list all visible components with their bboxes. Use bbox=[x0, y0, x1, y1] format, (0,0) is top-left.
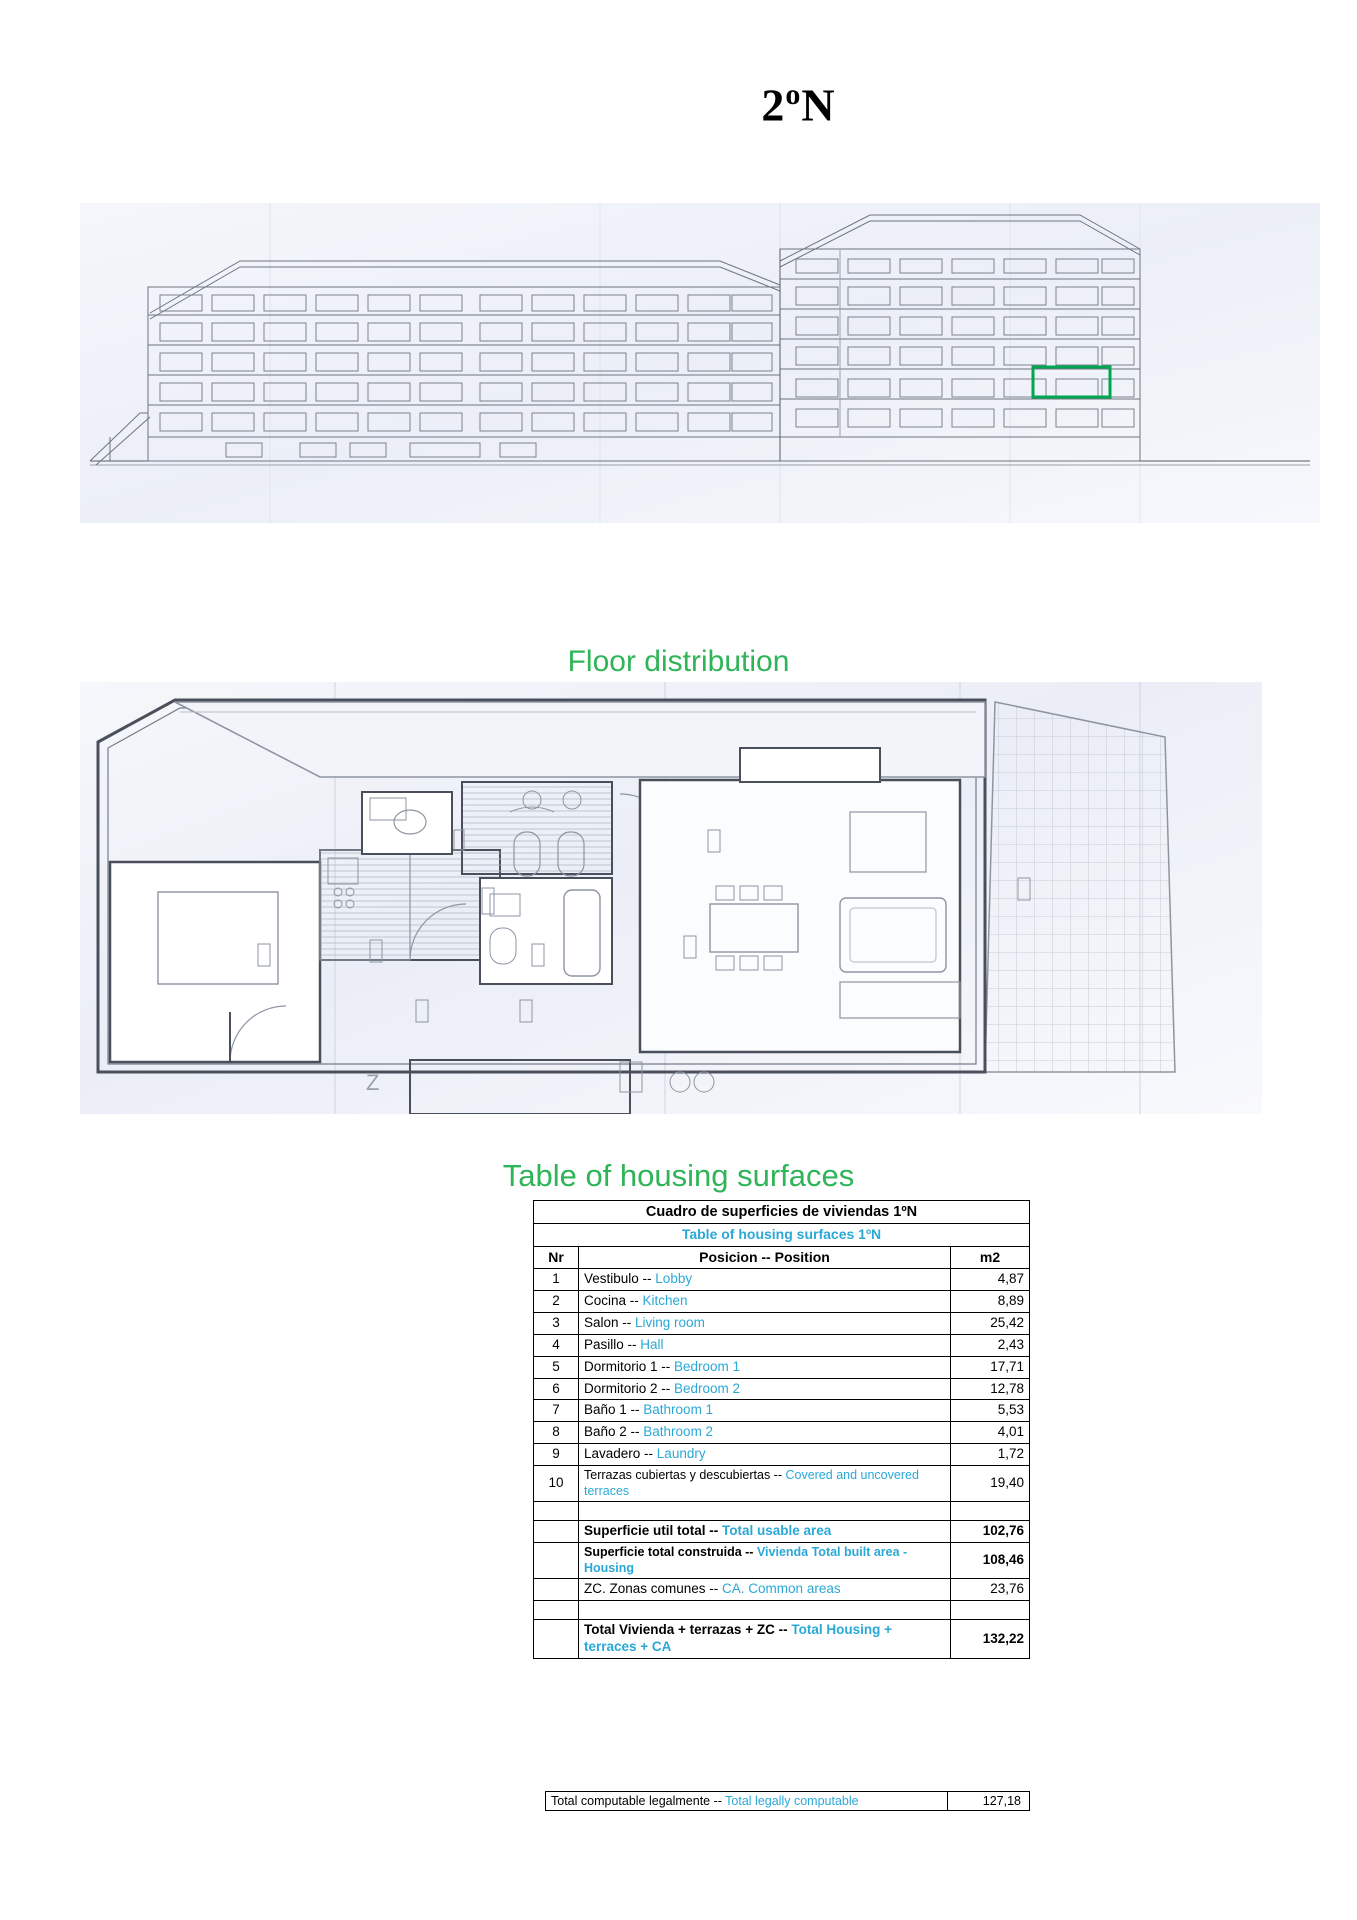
row-position-en: Kitchen bbox=[642, 1293, 688, 1308]
table-title-es: Cuadro de superficies de viviendas 1ºN bbox=[534, 1201, 1030, 1224]
grand-total-label-en: Total Housing + terraces + CA bbox=[584, 1622, 892, 1655]
table-row bbox=[534, 1444, 1030, 1466]
row-position-es: Baño 2 -- bbox=[584, 1424, 644, 1440]
spacer-cell-pos bbox=[579, 1502, 951, 1521]
table-row bbox=[534, 1269, 1030, 1291]
total-label-es: Superficie util total -- bbox=[584, 1523, 723, 1539]
table-header-row-es bbox=[534, 1201, 1030, 1224]
legally-computable-table bbox=[370, 1791, 1030, 1811]
spacer2-cell-m2 bbox=[951, 1601, 1030, 1620]
row-nr: 9 bbox=[534, 1444, 579, 1466]
row-m2: 4,87 bbox=[951, 1269, 1030, 1291]
housing-surfaces-table bbox=[533, 1200, 1030, 1659]
total-label bbox=[579, 1521, 951, 1543]
row-position-es: Cocina -- bbox=[584, 1293, 643, 1308]
zc-m2: 23,76 bbox=[951, 1579, 1030, 1601]
row-nr: 1 bbox=[534, 1269, 579, 1291]
column-header-m2: m2 bbox=[951, 1246, 1030, 1269]
row-nr: 5 bbox=[534, 1356, 579, 1378]
building-elevation-drawing bbox=[80, 203, 1320, 523]
row-m2: 19,40 bbox=[951, 1466, 1030, 1502]
total-m2: 102,76 bbox=[951, 1521, 1030, 1543]
row-position-es: Terrazas cubiertas y descubiertas -- bbox=[584, 1468, 786, 1482]
total-label bbox=[579, 1543, 951, 1579]
page-title-ordinal: o bbox=[785, 78, 802, 111]
row-position-en: Bedroom 2 bbox=[674, 1380, 741, 1396]
total-label-en: Vivienda Total built area - Housing bbox=[584, 1545, 908, 1575]
column-header-nr: Nr bbox=[534, 1246, 579, 1269]
row-m2: 2,43 bbox=[951, 1334, 1030, 1356]
table-spacer-row-2 bbox=[534, 1601, 1030, 1620]
row-m2: 5,53 bbox=[951, 1400, 1030, 1422]
row-position-es: Dormitorio 1 -- bbox=[584, 1358, 675, 1374]
row-position bbox=[579, 1422, 951, 1444]
total-nr bbox=[534, 1521, 579, 1543]
total-row-common-areas bbox=[534, 1579, 1030, 1601]
row-m2: 25,42 bbox=[951, 1312, 1030, 1334]
legal-label-en: Total legally computable bbox=[725, 1794, 859, 1808]
row-position-es: Lavadero -- bbox=[584, 1446, 657, 1462]
row-position bbox=[579, 1356, 951, 1378]
row-position-en: Lobby bbox=[655, 1271, 693, 1287]
table-row bbox=[534, 1466, 1030, 1502]
floor-plan-drawing bbox=[80, 682, 1262, 1114]
floor-distribution-heading: Floor distribution bbox=[567, 645, 790, 678]
row-position bbox=[579, 1444, 951, 1466]
table-of-surfaces-heading: Table of housing surfaces bbox=[502, 1158, 855, 1193]
housing-surfaces-table-container bbox=[533, 1200, 1030, 1659]
legal-row bbox=[370, 1792, 1030, 1811]
row-position-es: Dormitorio 2 -- bbox=[584, 1380, 675, 1396]
row-nr: 4 bbox=[534, 1334, 579, 1356]
row-nr: 2 bbox=[534, 1291, 579, 1313]
row-m2: 4,01 bbox=[951, 1422, 1030, 1444]
table-title-en: Table of housing surfaces 1ºN bbox=[534, 1224, 1030, 1247]
row-position-en: Bathroom 1 bbox=[643, 1402, 714, 1418]
total-row-usable bbox=[534, 1521, 1030, 1543]
row-position-es: Baño 1 -- bbox=[584, 1402, 644, 1418]
row-m2: 12,78 bbox=[951, 1378, 1030, 1400]
legal-label bbox=[546, 1792, 948, 1811]
table-column-headers bbox=[534, 1246, 1030, 1269]
grand-total-label bbox=[579, 1620, 951, 1659]
zc-nr bbox=[534, 1579, 579, 1601]
row-nr: 8 bbox=[534, 1422, 579, 1444]
table-row bbox=[534, 1422, 1030, 1444]
row-position-es: Pasillo -- bbox=[584, 1336, 641, 1352]
legal-label-es: Total computable legalmente -- bbox=[551, 1794, 726, 1808]
grand-total-nr bbox=[534, 1620, 579, 1659]
row-m2: 1,72 bbox=[951, 1444, 1030, 1466]
row-position-en: Bedroom 1 bbox=[674, 1358, 741, 1374]
row-position bbox=[579, 1466, 951, 1502]
page-title-number: 2 bbox=[761, 79, 786, 131]
grand-total-row bbox=[534, 1620, 1030, 1659]
total-m2: 108,46 bbox=[951, 1543, 1030, 1579]
total-row-built bbox=[534, 1543, 1030, 1579]
row-m2: 17,71 bbox=[951, 1356, 1030, 1378]
table-row bbox=[534, 1312, 1030, 1334]
table-header-row-en bbox=[534, 1224, 1030, 1247]
row-position-es: Vestibulo -- bbox=[584, 1271, 656, 1287]
floor-plan-svg bbox=[80, 682, 1262, 1114]
elevation-svg bbox=[80, 203, 1320, 523]
spacer-cell-nr bbox=[534, 1502, 579, 1521]
row-position-en: Covered and uncovered terraces bbox=[584, 1468, 919, 1498]
grand-total-label-es: Total Vivienda + terrazas + ZC -- bbox=[584, 1622, 792, 1638]
row-position bbox=[579, 1334, 951, 1356]
grand-total-m2: 132,22 bbox=[951, 1620, 1030, 1659]
legal-pad bbox=[370, 1792, 546, 1811]
page-title-suffix: N bbox=[801, 79, 836, 131]
row-position-en: Living room bbox=[635, 1314, 705, 1330]
spacer-cell-m2 bbox=[951, 1502, 1030, 1521]
table-spacer-row bbox=[534, 1502, 1030, 1521]
row-nr: 3 bbox=[534, 1312, 579, 1334]
row-position bbox=[579, 1312, 951, 1334]
legal-m2: 127,18 bbox=[948, 1792, 1030, 1811]
row-position-en: Hall bbox=[640, 1336, 664, 1352]
total-label-es: Superficie total construida -- bbox=[584, 1545, 757, 1560]
row-nr: 6 bbox=[534, 1378, 579, 1400]
table-row bbox=[534, 1400, 1030, 1422]
spacer2-cell-nr bbox=[534, 1601, 579, 1620]
zc-label-es: ZC. Zonas comunes -- bbox=[584, 1581, 723, 1597]
table-row bbox=[534, 1378, 1030, 1400]
row-m2: 8,89 bbox=[951, 1291, 1030, 1313]
page-title bbox=[0, 78, 1357, 131]
table-row bbox=[534, 1356, 1030, 1378]
svg-text:Z: Z bbox=[366, 1070, 380, 1095]
row-position bbox=[579, 1400, 951, 1422]
column-header-position: Posicion -- Position bbox=[579, 1246, 951, 1269]
spacer2-cell-pos bbox=[579, 1601, 951, 1620]
row-nr: 10 bbox=[534, 1466, 579, 1502]
row-position-en: Laundry bbox=[656, 1446, 706, 1462]
row-position-en: Bathroom 2 bbox=[643, 1424, 714, 1440]
row-nr: 7 bbox=[534, 1400, 579, 1422]
row-position bbox=[579, 1378, 951, 1400]
legally-computable-container bbox=[370, 1791, 1030, 1811]
row-position bbox=[579, 1291, 951, 1313]
table-row bbox=[534, 1334, 1030, 1356]
total-label-en: Total usable area bbox=[722, 1523, 832, 1539]
row-position bbox=[579, 1269, 951, 1291]
zc-label bbox=[579, 1579, 951, 1601]
row-position-es: Salon -- bbox=[584, 1314, 636, 1330]
table-row bbox=[534, 1291, 1030, 1313]
total-nr bbox=[534, 1543, 579, 1579]
zc-label-en: CA. Common areas bbox=[722, 1581, 841, 1597]
